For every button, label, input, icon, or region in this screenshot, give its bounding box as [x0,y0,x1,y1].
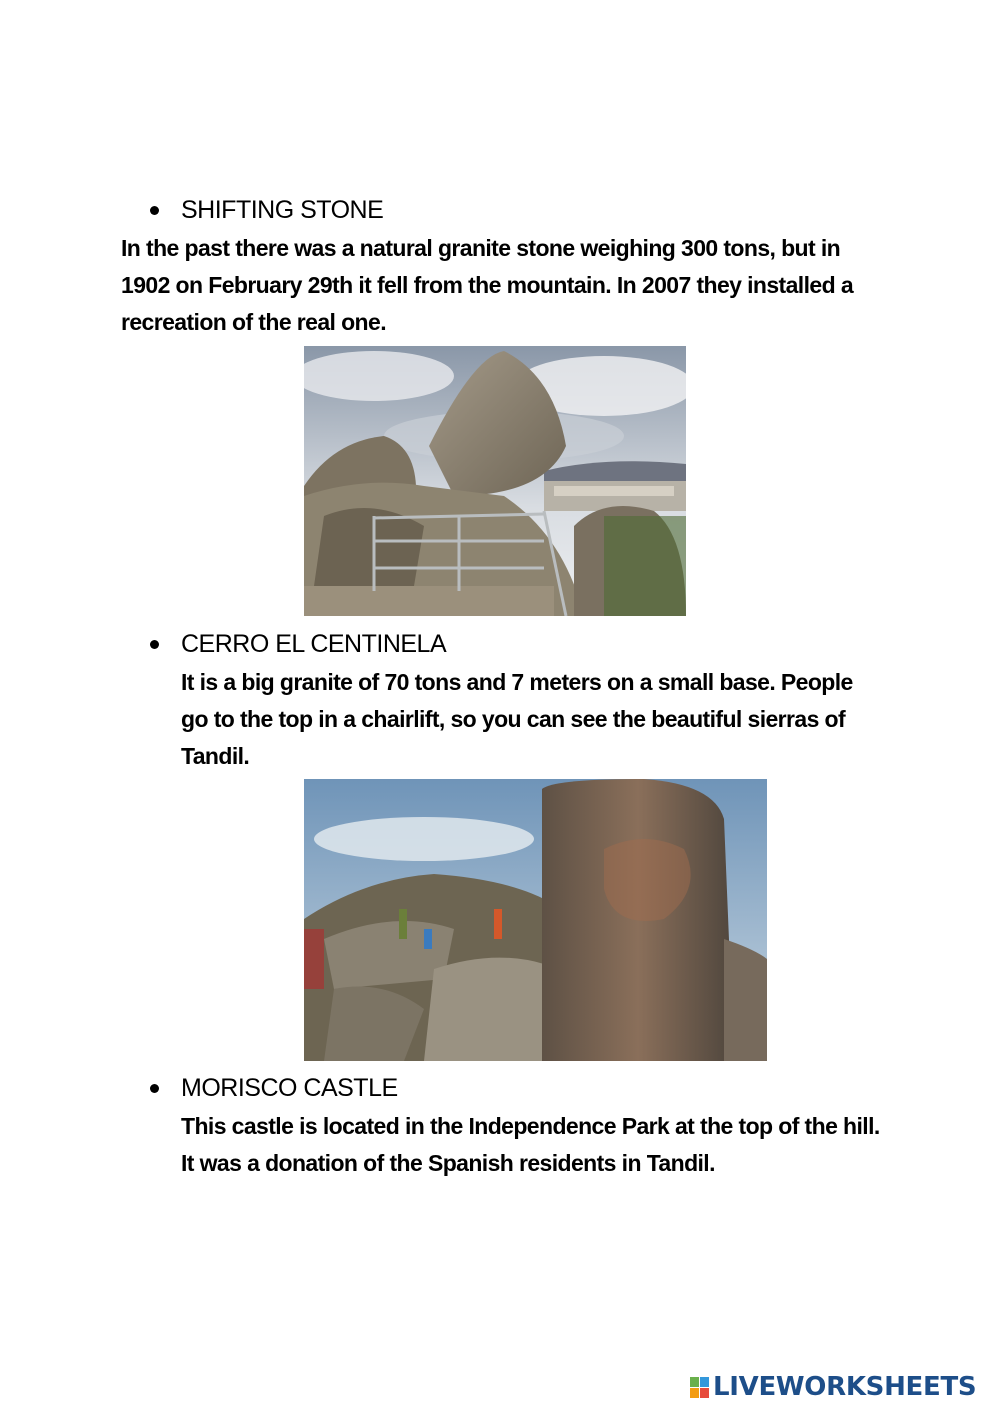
liveworksheets-icon [690,1377,709,1398]
bullet-icon [150,640,159,649]
cerro-el-centinela-photo [304,779,767,1061]
section-title: SHIFTING STONE [181,196,384,224]
section-title: MORISCO CASTLE [181,1074,398,1102]
shifting-stone-photo [304,346,686,616]
section-paragraph: This castle is located in the Independence Park at the top of the hill. It was a donation of the Spanish residents in Tandil. [181,1113,880,1176]
section-paragraph: In the past there was a natural granite stone weighing 300 tons, but in 1902 on February 29th it fell from the mountain. In 2007 they installed a recreation of the real one. [121,235,854,335]
section-paragraph: It is a big granite of 70 tons and 7 meters on a small base. People go to the top in a chairlift, so you can see the beautiful sierras of Tandil. [181,669,853,769]
section-heading-cerro-el-centinela [150,630,446,659]
bullet-icon [150,1084,159,1093]
bullet-icon [150,206,159,215]
section-heading-morisco-castle [150,1074,398,1103]
section-heading-shifting-stone [150,196,383,225]
liveworksheets-brand: LIVEWORKSHEETS [713,1372,977,1402]
liveworksheets-logo [690,1372,976,1402]
section-title: CERRO EL CENTINELA [181,630,447,658]
